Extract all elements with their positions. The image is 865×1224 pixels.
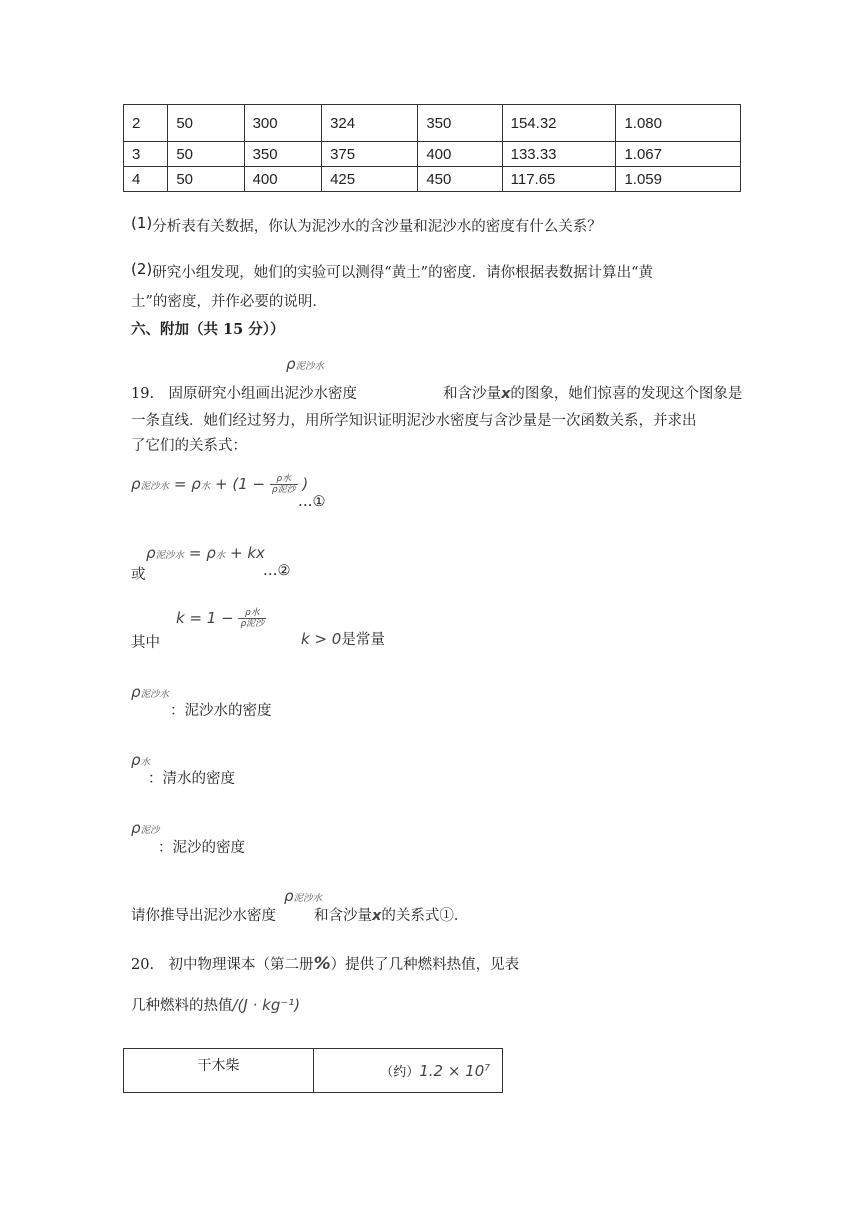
section-heading: 六、附加（共 15 分）） <box>131 321 285 338</box>
table-cell: 50 <box>168 105 244 142</box>
fuel-value-cell: （约）$1.2 \times 10^7$ <box>314 1049 503 1093</box>
question-20: 20. 初中物理课本（第二册%）提供了几种燃料热值，见表 <box>131 954 520 974</box>
table-cell: 1.080 <box>616 105 741 142</box>
density-data-table <box>123 104 741 192</box>
table-cell: 400 <box>244 167 321 192</box>
fraction: $\frac{\text{ρ水}}{\text{ρ泥沙}}$ <box>271 474 296 495</box>
fuel-heat-value-table <box>123 1048 503 1093</box>
table-cell: 4 <box>124 167 168 192</box>
percent-symbol: % <box>313 954 331 974</box>
table-cell: 133.33 <box>502 142 616 167</box>
table-row <box>124 167 741 192</box>
question-1 <box>131 214 602 236</box>
rho-mix-symbol-1: ρ泥沙水 <box>286 355 325 373</box>
table-cell: 300 <box>244 105 321 142</box>
definition-mix: ：泥沙水的密度 <box>170 703 272 719</box>
table-cell: 350 <box>244 142 321 167</box>
question-2-number: (2) <box>131 260 153 278</box>
question-1-text: 分析表有关数据，你认为泥沙水的含沙量和泥沙水的密度有什么关系？ <box>152 219 602 235</box>
table-row <box>124 142 741 167</box>
table-cell: 3 <box>124 142 168 167</box>
table-cell: 1.059 <box>616 167 741 192</box>
k-condition: k > 0是常量 <box>301 630 385 648</box>
table-cell: 350 <box>418 105 502 142</box>
rho-sand-symbol: ρ泥沙 <box>131 819 160 837</box>
rho-mix-symbol: ρ泥沙水 <box>131 683 170 701</box>
question-2-line-1: (2)研究小组发现，她们的实验可以测得“黄土”的密度．请你根据表数据计算出“黄 <box>131 260 653 281</box>
equation-2: ρ泥沙水 = ρ水 + kx <box>146 544 265 562</box>
table-cell: 154.32 <box>502 105 616 142</box>
q19-line-2: 一条直线．她们经过努力，用所学知识证明泥沙水密度与含沙量是一次函数关系，并求出 <box>131 413 697 429</box>
question-2-line-2: 土”的密度，并作必要的说明． <box>131 294 327 310</box>
definition-water: ：清水的密度 <box>148 771 235 787</box>
table-cell: 400 <box>418 142 502 167</box>
question-1-number: (1) <box>131 214 153 232</box>
definition-sand: ：泥沙的密度 <box>158 840 245 856</box>
table-cell: 50 <box>168 167 244 192</box>
fuel-table-caption: 几种燃料的热值/(J · kg⁻¹) <box>131 996 301 1014</box>
table-cell: 2 <box>124 105 168 142</box>
rho-mix-symbol-2: ρ泥沙水 <box>284 887 323 905</box>
equation-2-marker: …② <box>263 563 291 579</box>
table-cell: 50 <box>168 142 244 167</box>
q19-line-1: 19. 固原研究小组画出泥沙水密度 和含沙量x的图象，她们惊喜的发现这个图象是 <box>131 386 743 402</box>
q19-line-3: 了它们的关系式： <box>131 438 247 454</box>
table-cell: 375 <box>322 142 418 167</box>
table-cell: 1.067 <box>616 142 741 167</box>
table-cell: 425 <box>322 167 418 192</box>
equation-1-marker: …① <box>298 494 326 510</box>
table-cell: 450 <box>418 167 502 192</box>
table-cell: 324 <box>322 105 418 142</box>
table-cell: 117.65 <box>502 167 616 192</box>
fuel-name-cell: 干木柴 <box>124 1049 314 1093</box>
where-label: 其中 <box>131 635 160 651</box>
equation-1: ρ泥沙水 = ρ水 + (1 − $\frac{\text{ρ水}}{\text{ρ泥沙}}$ ) <box>131 474 309 495</box>
q19-ask: 请你推导出泥沙水密度 和含沙量x的关系式①． <box>131 908 469 924</box>
table-row <box>124 105 741 142</box>
or-label: 或 <box>131 567 146 583</box>
k-formula: k = 1 − $\frac{\text{ρ水}}{\text{ρ泥沙}}$ <box>176 608 265 629</box>
rho-water-symbol: ρ水 <box>131 751 151 769</box>
